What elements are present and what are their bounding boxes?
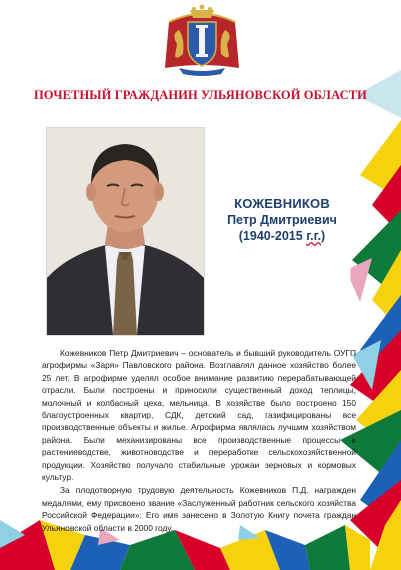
person-name-block	[217, 196, 347, 245]
bio-paragraph-2: За плодотворную трудовую деятельность Кожевников П.Д. награжден медалями, ему присвоено звание «Заслуженный работник сельского хозяйства Российской Федерации». Его имя занесено в Золотую Книгу почета граждан Ульяновской области в 2000 году.	[42, 485, 356, 533]
years-main: (1940-2015	[238, 229, 307, 243]
life-years	[217, 228, 347, 245]
surname: КОЖЕВНИКОВ	[234, 196, 330, 211]
portrait-photo	[46, 127, 205, 336]
years-abbr: г.г.	[306, 229, 322, 243]
bio-paragraph-1: Кожевников Петр Дмитриевич – основатель и бывший руководитель ОУГП агрофирмы «Заря» Павловского района. Возглавлял данное хозяйство более 25 лет. В агрофирме уделял особое внимание развитию перерабатывающей отрасли. Были построены и приносили существенный доход теплицы, молочный и колбасный цеха, мельница. В хозяйстве было построено 150 благоустроенных квартир, СДК, детский сад, газифицированы все производственные объекты и жилье. Агрофирма являлась лучшим хозяйством района. Были механизированы все производственные процессы в растениеводстве, животноводстве и переработке сельскохозяйственной продукции. Хозяйство получало стабильные урожаи зерновых и кормовых культур.	[42, 348, 356, 483]
biography-text	[42, 347, 356, 534]
coat-of-arms-icon	[159, 2, 245, 78]
given-names: Петр Дмитриевич	[227, 213, 337, 227]
years-close: )	[321, 229, 326, 243]
page-title: ПОЧЕТНЫЙ ГРАЖДАНИН УЛЬЯНОВСКОЙ ОБЛАСТИ	[33, 88, 367, 102]
